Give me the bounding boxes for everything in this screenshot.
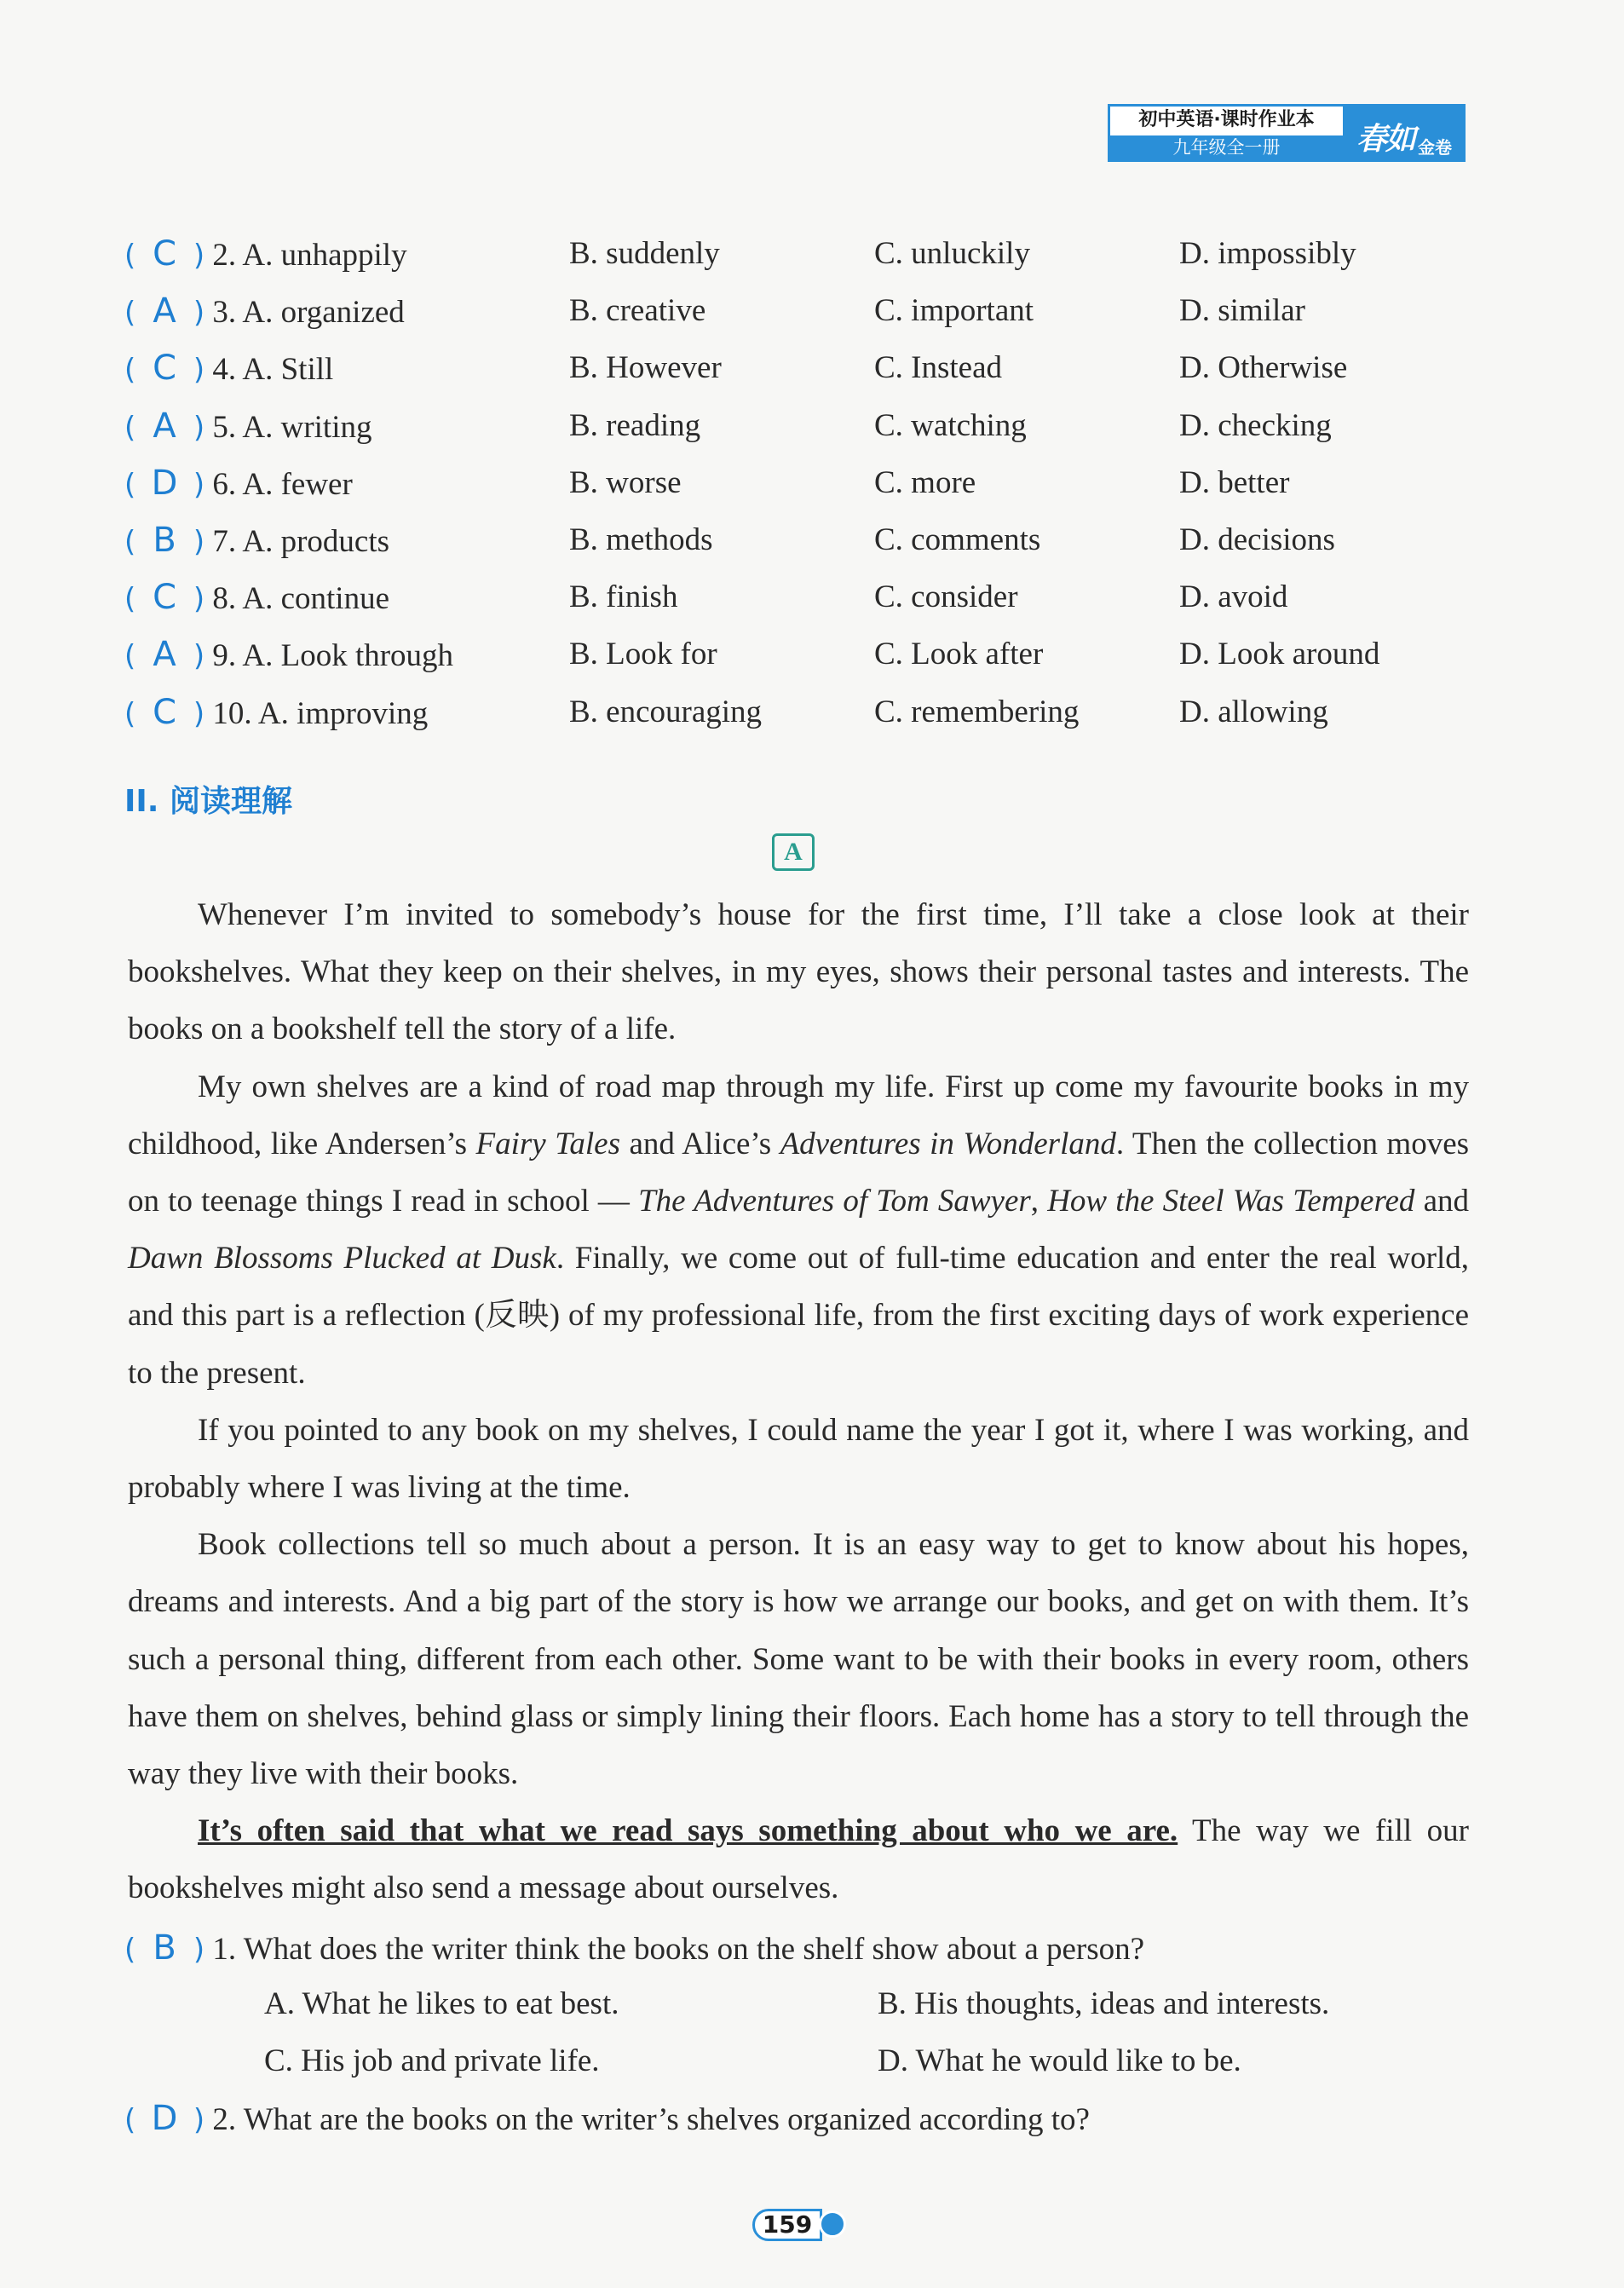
question-number: 2. (212, 238, 237, 273)
text: . Finally, we come out of full-time education and enter the real world, and this part is a reflection (反映) of my professional life, from the first exciting days of work experience to the present. (128, 1241, 1469, 1391)
option-d: D. better (1179, 464, 1290, 500)
section-title: II. 阅读理解 (124, 784, 292, 819)
choice-a: A. What he likes to eat best. (264, 1986, 619, 2021)
option-d: D. avoid (1179, 579, 1288, 615)
option-a-text: A. unhappily (242, 238, 407, 273)
option-d: D. checking (1179, 407, 1332, 443)
option-b: B. finish (569, 579, 678, 615)
choice-b: B. His thoughts, ideas and interests. (878, 1986, 1330, 2021)
option-b: B. methods (569, 522, 713, 557)
option-d: D. impossibly (1179, 236, 1356, 271)
option-b: B. reading (569, 407, 701, 443)
paragraph (128, 1802, 1469, 1916)
option-a-text: A. products (242, 523, 390, 559)
question-number: 5. (212, 409, 237, 445)
option-b: B. encouraging (569, 694, 763, 729)
option-b: B. worse (569, 464, 682, 500)
reading-passage (128, 886, 1469, 1917)
book-title: Fairy Tales (475, 1126, 620, 1161)
cloze-answers (124, 228, 1488, 744)
option-a-text: A. improving (257, 695, 429, 731)
option-b: B. Look for (569, 637, 717, 672)
answer-mark: B (153, 520, 176, 560)
book-title: Dawn Blossoms Plucked at Dusk (128, 1241, 556, 1277)
question-stem: ( D ) 2. What are the books on the writer’s shelves organized according to? (124, 2093, 1090, 2146)
cloze-row (124, 572, 1488, 629)
cloze-row (124, 687, 1488, 744)
publisher-logo (1343, 104, 1466, 162)
answer-mark: C (153, 349, 177, 389)
answer-mark: C (153, 578, 177, 618)
option-a: ( B ) 7. A. products (124, 515, 389, 568)
highlighted-sentence: It’s often said that what we read says something about who we are. (198, 1813, 1178, 1849)
book-title: The Adventures of Tom Sawyer (638, 1184, 1031, 1219)
paragraph: Whenever I’m invited to somebody’s house for the first time, I’ll take a close look at their bookshelves. What they keep on their shelves, in my eyes, shows their personal tastes and interests. The books on a bookshelf tell the story of a life. (128, 897, 1469, 1047)
answer-mark: A (153, 406, 176, 446)
option-c: C. more (874, 464, 976, 500)
page-number-text: 159 (752, 2209, 822, 2241)
text: and (1414, 1184, 1469, 1219)
option-a: ( C ) 10. A. improving (124, 687, 428, 740)
cloze-row (124, 515, 1488, 572)
book-title: How the Steel Was Tempered (1047, 1184, 1415, 1219)
cloze-row (124, 228, 1488, 285)
option-d: D. allowing (1179, 694, 1328, 729)
option-b: B. creative (569, 293, 706, 329)
book-title: Adventures in Wonderland (780, 1126, 1116, 1161)
option-b: B. However (569, 350, 722, 386)
question-number: 10. (212, 695, 252, 731)
text: . Then the collection moves on to teenage things I read in school — (128, 1126, 1470, 1219)
text: , (1030, 1184, 1048, 1219)
option-a: ( A ) 5. A. writing (124, 401, 371, 453)
answer-mark: B (153, 1928, 176, 1968)
option-a: ( C ) 8. A. continue (124, 572, 389, 625)
option-c: C. comments (874, 522, 1041, 557)
question-number: 8. (212, 581, 237, 617)
cloze-row (124, 285, 1488, 343)
answer-mark: A (153, 291, 176, 331)
cloze-row (124, 458, 1488, 515)
option-a-text: A. Look through (242, 638, 454, 674)
paragraph: If you pointed to any book on my shelves, I could name the year I got it, where I was working, and probably where I was living at the time. (128, 1412, 1469, 1506)
book-series-title: 初中英语·课时作业本 (1110, 107, 1343, 135)
option-a-text: A. Still (242, 352, 334, 388)
paragraph: Book collections tell so much about a person. It is an easy way to get to know about his hopes, dreams and interests. And a big part of the story is how we arrange our books, and get on with them. It’s such a personal thing, different from each other. Some want to be with their books in every room, others have them on shelves, behind glass or simply lining their floors. Each home has a story to tell through the way they live with their books. (128, 1527, 1469, 1792)
answer-mark: A (153, 635, 176, 675)
book-grade: 九年级全一册 (1110, 135, 1343, 159)
option-a: ( A ) 3. A. organized (124, 285, 405, 338)
option-c: C. Look after (874, 637, 1044, 672)
page-number (752, 2209, 843, 2243)
question-text: 1. What does the writer think the books on the shelf show about a person? (212, 1932, 1145, 1967)
option-a: ( C ) 4. A. Still (124, 343, 333, 395)
option-c: C. Instead (874, 350, 1003, 386)
question-stem: ( B ) 1. What does the writer think the books on the shelf show about a person? (124, 1922, 1144, 1975)
option-a: ( D ) 6. A. fewer (124, 458, 353, 510)
badge-text-block (1108, 104, 1343, 162)
option-c: C. unluckily (874, 236, 1030, 271)
answer-mark: C (153, 692, 177, 732)
option-d: D. Look around (1179, 637, 1380, 672)
option-d: D. similar (1179, 293, 1305, 329)
text: My own shelves are a kind of road map through my life. First up come my favourite books in my childhood, like Andersen’s (128, 1069, 1469, 1161)
question-number: 9. (212, 638, 237, 674)
choice-d: D. What he would like to be. (878, 2043, 1241, 2078)
passage-label: A (772, 833, 815, 871)
question-number: 7. (212, 523, 237, 559)
option-a: ( A ) 9. A. Look through (124, 629, 453, 682)
option-d: D. decisions (1179, 522, 1335, 557)
option-a-text: A. organized (242, 295, 405, 331)
answer-mark: C (153, 234, 177, 274)
cloze-row (124, 343, 1488, 400)
cloze-row (124, 401, 1488, 458)
option-a: ( C ) 2. A. unhappily (124, 228, 407, 281)
option-a-text: A. continue (242, 581, 389, 617)
page-dot-icon (819, 2210, 846, 2238)
text: and Alice’s (619, 1126, 780, 1161)
option-a-text: A. fewer (242, 466, 353, 502)
logo-subtext: 金卷 (1418, 137, 1452, 158)
answer-mark: D (151, 2099, 178, 2138)
header-badge (1108, 104, 1466, 162)
option-d: D. Otherwise (1179, 350, 1348, 386)
choice-c: C. His job and private life. (264, 2043, 600, 2078)
cloze-row (124, 629, 1488, 686)
option-c: C. consider (874, 579, 1018, 615)
question-number: 6. (212, 466, 237, 502)
logo-text: 春如 (1356, 122, 1414, 157)
option-a-text: A. writing (242, 409, 372, 445)
question-text: 2. What are the books on the writer’s shelves organized according to? (212, 2102, 1090, 2137)
question-number: 4. (212, 352, 237, 388)
answer-mark: D (151, 463, 178, 503)
option-b: B. suddenly (569, 236, 720, 271)
option-c: C. important (874, 293, 1034, 329)
paragraph (128, 1058, 1469, 1402)
text: The way we fill our bookshelves might also send a message about ourselves. (128, 1813, 1469, 1906)
option-c: C. remembering (874, 694, 1080, 729)
option-c: C. watching (874, 407, 1027, 443)
question-number: 3. (212, 295, 237, 331)
